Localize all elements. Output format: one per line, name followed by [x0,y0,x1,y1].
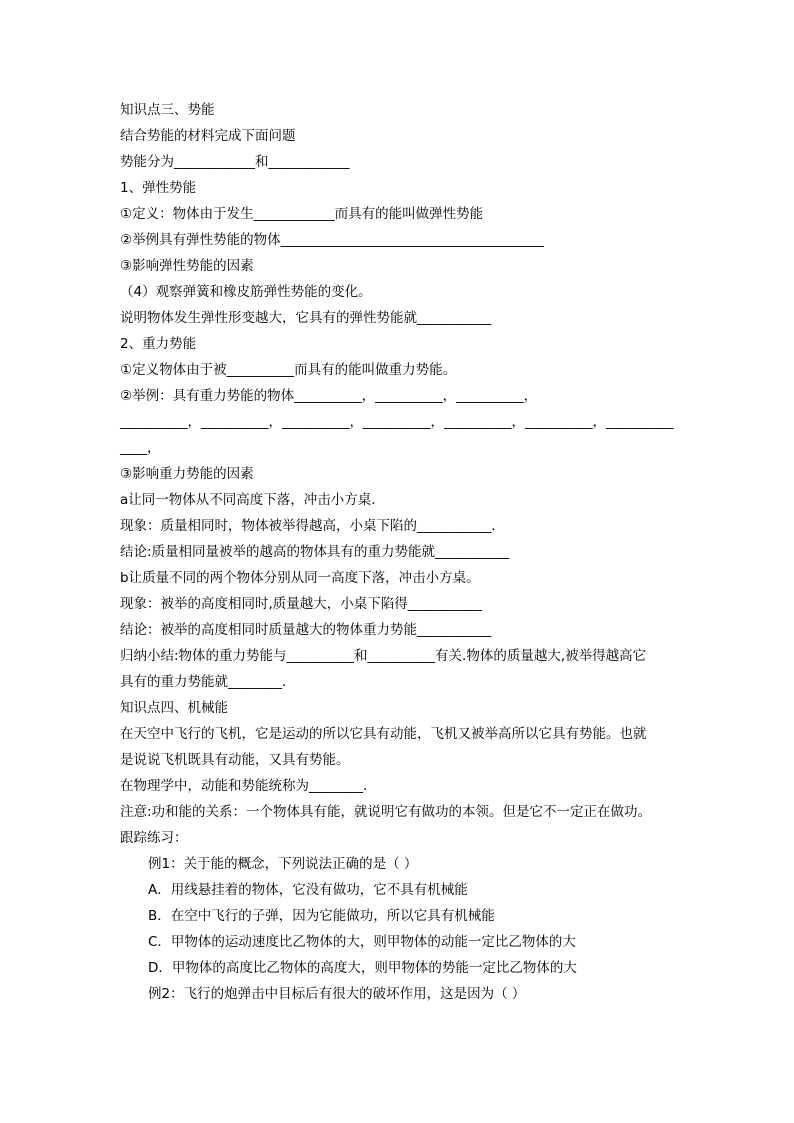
question-line: 结论：被举的高度相同时质量越大的物体重力势能___________ [120,622,492,638]
paragraph-line: 是说说飞机既具有动能，又具有势能。 [120,752,350,768]
practice-heading: 跟踪练习： [120,830,188,846]
example-1-option-d: D．甲物体的高度比乙物体的高度大，则甲物体的势能一定比乙物体的大 [148,960,577,976]
example-2-question: 例2：飞行的炮弹击中目标后有很大的破坏作用，这是因为（ ） [148,986,526,1002]
experiment-line: b让质量不同的两个物体分别从同一高度下落，冲击小方桌。 [120,570,480,586]
document-body [120,97,680,1007]
example-1-question: 例1：关于能的概念，下列说法正确的是（ ） [148,856,418,872]
heading-section-4: 知识点四、机械能 [120,700,228,716]
question-line: ③影响弹性势能的因素 [120,258,254,274]
question-line: ②举例具有弹性势能的物体_______________________________________ [120,232,544,248]
heading-section-3: 知识点三、势能 [120,102,215,118]
question-line: 在物理学中，动能和势能统称为________. [120,778,368,794]
summary-line: 具有的重力势能就________. [120,674,287,690]
question-line: 现象：被举的高度相同时,质量越大，小桌下陷得___________ [120,596,483,612]
question-line: ①定义物体由于被__________而具有的能叫做重力势能。 [120,362,457,378]
blank-line: __________，__________，__________，__________，__________，__________，__________ [120,414,674,430]
example-1-option-b: B．在空中飞行的子弹，因为它能做功，所以它具有机械能 [148,908,495,924]
instruction-line: 结合势能的材料完成下面问题 [120,128,296,144]
question-line: 说明物体发生弹性形变越大，它具有的弹性势能就___________ [120,310,492,326]
question-line: 势能分为____________和____________ [120,154,350,170]
question-line: （4）观察弹簧和橡皮筋弹性势能的变化。 [120,284,372,300]
summary-line: 归纳小结:物体的重力势能与__________和__________有关.物体的质量越大,被举得越高它 [120,648,647,664]
example-1-option-c: C．甲物体的运动速度比乙物体的大，则甲物体的动能一定比乙物体的大 [148,934,576,950]
subheading-elastic: 1、弹性势能 [120,180,197,196]
question-line: 结论:质量相同量被举的越高的物体具有的重力势能就___________ [120,544,510,560]
example-1-option-a: A．用线悬挂着的物体，它没有做功，它不具有机械能 [148,882,468,898]
blank-line: ____， [120,440,161,456]
subheading-gravity: 2、重力势能 [120,336,197,352]
question-line: ③影响重力势能的因素 [120,466,254,482]
paragraph-line: 在天空中飞行的飞机，它是运动的所以它具有动能，飞机又被举高所以它具有势能。也就 [120,726,647,742]
question-line: 现象：质量相同时，物体被举得越高，小桌下陷的___________. [120,518,496,534]
question-line: ①定义：物体由于发生____________而具有的能叫做弹性势能 [120,206,484,222]
experiment-line: a让同一物体从不同高度下落，冲击小方桌. [120,492,376,508]
note-line: 注意:功和能的关系：一个物体具有能，就说明它有做功的本领。但是它不一定正在做功。 [120,804,652,820]
question-line: ②举例：具有重力势能的物体__________，__________，__________， [120,388,538,404]
